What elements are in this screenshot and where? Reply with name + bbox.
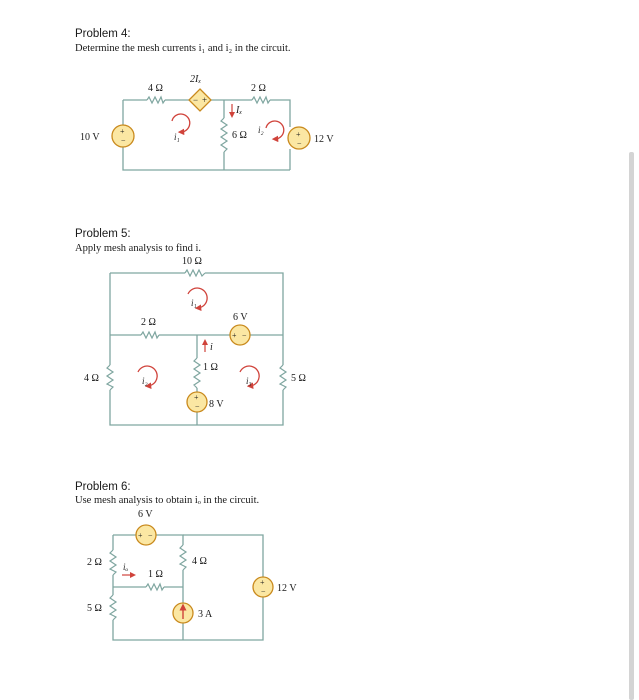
problem6-label-r5: 5 Ω: [87, 603, 102, 614]
problem4-12v-plus: +: [296, 130, 301, 139]
problem4-label-r6: 6 Ω: [232, 130, 247, 141]
problem5-label-8v: 8 V: [209, 399, 224, 410]
problem6-label-12v: 12 V: [277, 583, 297, 594]
problem5-resistor-2ohm: [141, 332, 159, 338]
problem4-heading: Problem 4:: [75, 28, 131, 40]
problem5-label-r10: 10 Ω: [182, 256, 202, 267]
problem5-label-6v: 6 V: [233, 312, 248, 323]
problem4-resistor-4ohm: [147, 97, 165, 103]
problem6-resistor-5ohm: [110, 595, 116, 620]
problem6-6v-plus: +: [138, 531, 143, 540]
problem5-8v-plus: +: [194, 393, 199, 402]
problem4-prompt: Determine the mesh currents i₁ and i₂ in the circuit.: [75, 43, 291, 54]
problem6-12v-minus: −: [261, 587, 266, 596]
problem6-6v-minus: −: [148, 531, 153, 540]
problem4-label-r4: 4 Ω: [148, 83, 163, 94]
problem5-label-r2: 2 Ω: [141, 317, 156, 328]
problem5-label-i: i: [210, 342, 213, 353]
problem4-circuit: [80, 74, 334, 170]
problem6-resistor-4ohm: [180, 545, 186, 570]
problem5-circuit: [84, 256, 306, 425]
problem4-label-dep: 2Iₓ: [190, 74, 202, 85]
problem4-10v-minus: −: [121, 136, 126, 145]
problem4-label-i2: i₂: [258, 125, 264, 135]
problem5-label-r5: 5 Ω: [291, 373, 306, 384]
problem5-prompt: Apply mesh analysis to find i.: [75, 243, 201, 254]
problem4-label-10v: 10 V: [80, 132, 100, 143]
problem4-dep-minus: −: [193, 95, 199, 105]
problem4-mesh-i2-arrow: [266, 121, 284, 139]
problem6-resistor-1ohm: [146, 584, 164, 590]
problem5-8v-minus: −: [195, 402, 200, 411]
problem6-label-r1: 1 Ω: [148, 569, 163, 580]
problem4-10v-plus: +: [120, 127, 125, 136]
problem4-label-ix: Iₓ: [236, 105, 243, 116]
problem5-label-i3: i₃: [246, 376, 252, 386]
problem6-label-6v: 6 V: [138, 509, 153, 520]
problem5-6v-minus: −: [242, 331, 247, 340]
problem4-wires: [123, 100, 290, 170]
problem6-label-io: iₒ: [123, 562, 129, 572]
problem5-resistor-4ohm: [107, 365, 113, 390]
problem6-circuit: [87, 509, 297, 640]
problem4-12v-minus: −: [297, 139, 302, 148]
problem6-label-r2: 2 Ω: [87, 557, 102, 568]
problem5-resistor-1ohm: [194, 358, 200, 388]
problem5-resistor-5ohm: [280, 365, 286, 390]
problem6-label-r4: 4 Ω: [192, 556, 207, 567]
problem4-mesh-i1-arrow: [172, 114, 190, 132]
problem4-label-r2: 2 Ω: [251, 83, 266, 94]
problem5-label-r1: 1 Ω: [203, 362, 218, 373]
problem4-label-12v: 12 V: [314, 134, 334, 145]
problem5-heading: Problem 5:: [75, 228, 131, 240]
problem6-label-3a: 3 A: [198, 609, 213, 620]
scrollbar[interactable]: [629, 152, 634, 700]
problem5-label-i2: i₂: [142, 376, 148, 386]
problem6-12v-plus: +: [260, 578, 265, 587]
problem4-label-i1: i₁: [174, 132, 180, 142]
problem5-resistor-10ohm: [185, 270, 205, 276]
problem5-label-r4: 4 Ω: [84, 373, 99, 384]
problem4-resistor-6ohm: [221, 118, 227, 152]
problem6-prompt: Use mesh analysis to obtain iₒ in the circuit.: [75, 495, 260, 506]
problem6-heading: Problem 6:: [75, 481, 131, 493]
problem5-label-i1: i₁: [191, 298, 197, 308]
problem4-resistor-2ohm: [252, 97, 270, 103]
problem6-wires: [113, 535, 263, 640]
problem4-dep-plus: +: [202, 95, 208, 105]
problem5-6v-plus: +: [232, 331, 237, 340]
problem6-resistor-2ohm: [110, 550, 116, 575]
